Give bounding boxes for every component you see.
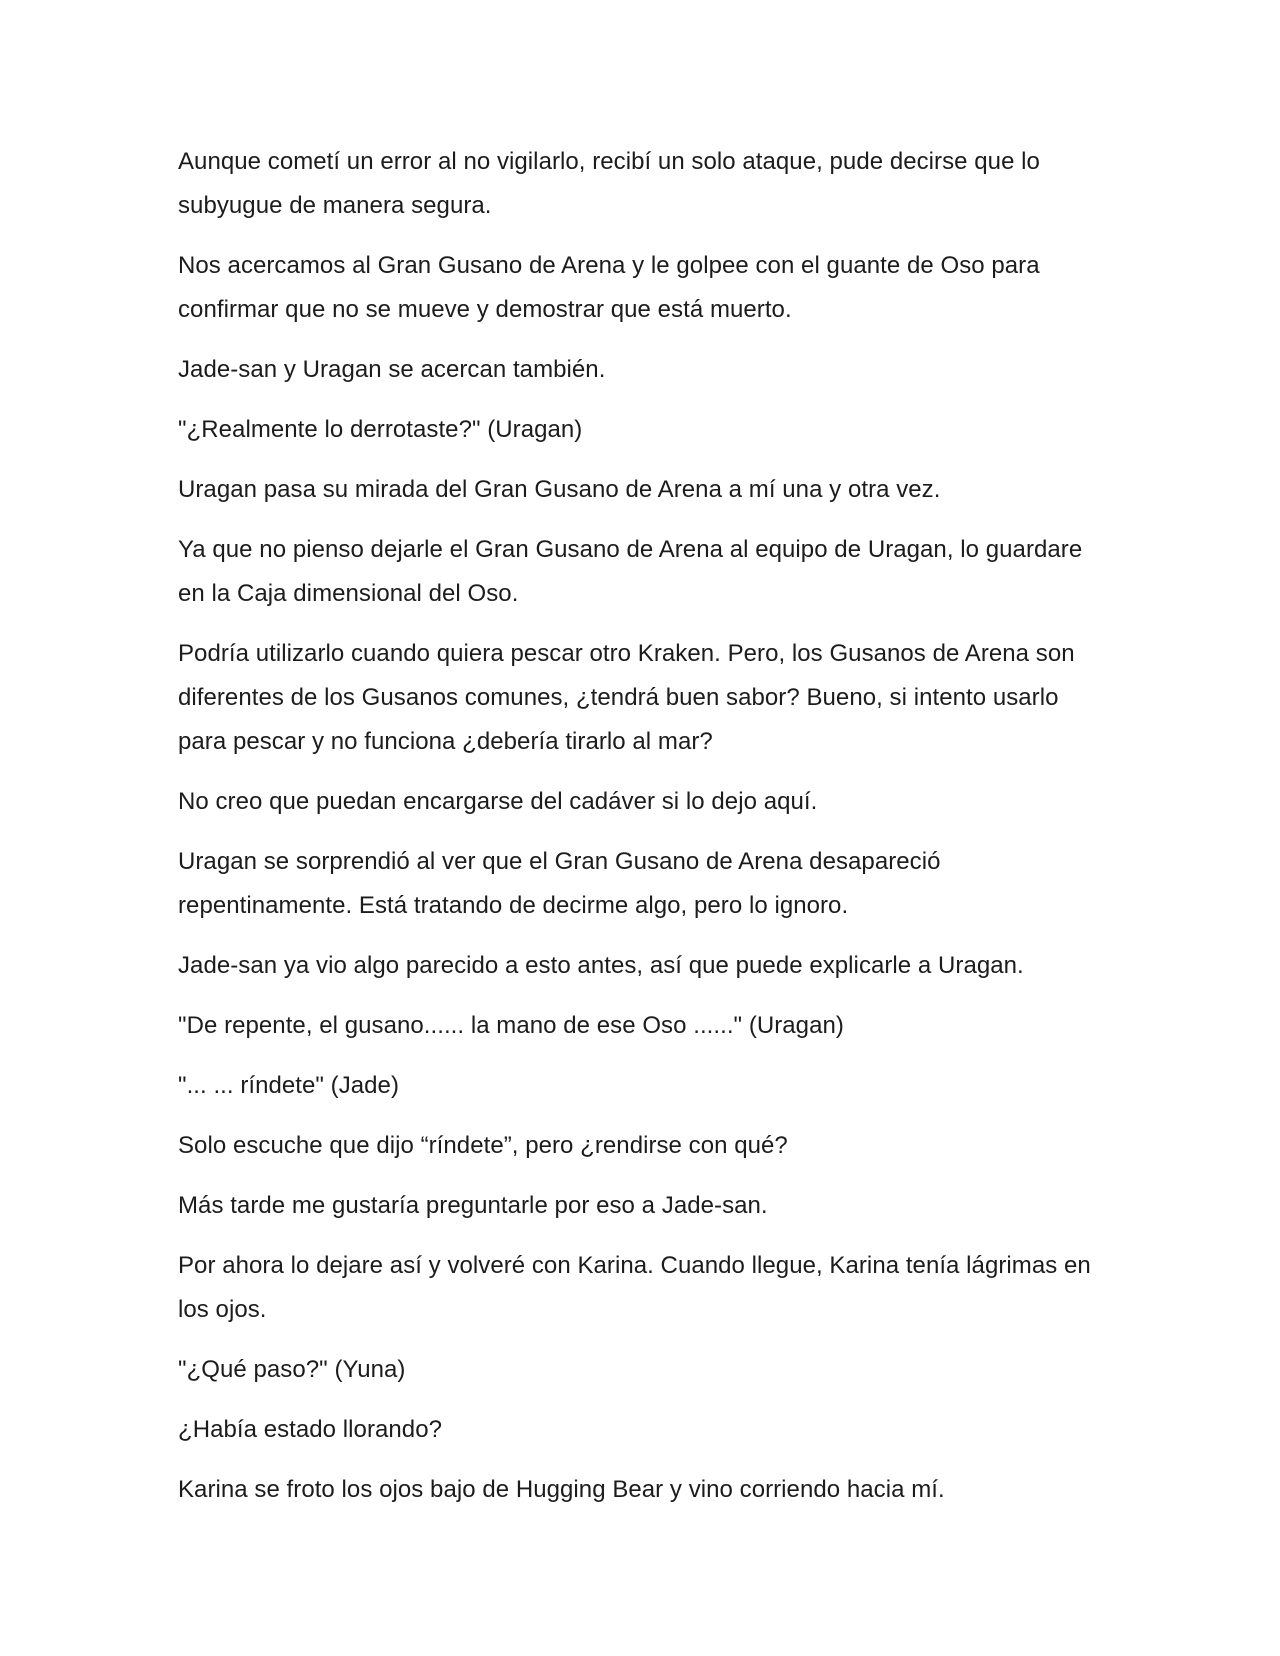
document-body (178, 140, 1108, 1528)
paragraph: Uragan pasa su mirada del Gran Gusano de Arena a mí una y otra vez. (178, 476, 941, 503)
paragraph: "De repente, el gusano...... la mano de ese Oso ......" (Uragan) (178, 1012, 844, 1039)
paragraph: Nos acercamos al Gran Gusano de Arena y le golpee con el guante de Oso para confirmar que no se mueve y demostrar que está muerto. (178, 252, 1040, 323)
paragraph: "¿Qué paso?" (Yuna) (178, 1356, 406, 1383)
paragraph: No creo que puedan encargarse del cadáver si lo dejo aquí. (178, 788, 818, 815)
paragraph: "... ... ríndete" (Jade) (178, 1072, 399, 1099)
paragraph: Por ahora lo dejare así y volveré con Karina. Cuando llegue, Karina tenía lágrimas en los ojos. (178, 1252, 1091, 1323)
paragraph: ¿Había estado llorando? (178, 1416, 442, 1443)
paragraph: Uragan se sorprendió al ver que el Gran Gusano de Arena desapareció repentinamente. Está tratando de decirme algo, pero lo ignoro. (178, 848, 941, 919)
paragraph: Solo escuche que dijo “ríndete”, pero ¿rendirse con qué? (178, 1132, 788, 1159)
paragraph: "¿Realmente lo derrotaste?" (Uragan) (178, 416, 583, 443)
paragraph: Podría utilizarlo cuando quiera pescar otro Kraken. Pero, los Gusanos de Arena son diferentes de los Gusanos comunes, ¿tendrá buen sabor? Bueno, si intento usarlo para pescar y no funciona ¿debería tirarlo al mar? (178, 640, 1075, 755)
paragraph: Aunque cometí un error al no vigilarlo, recibí un solo ataque, pude decirse que lo subyugue de manera segura. (178, 148, 1040, 219)
paragraph: Karina se froto los ojos bajo de Hugging Bear y vino corriendo hacia mí. (178, 1476, 945, 1503)
paragraph: Ya que no pienso dejarle el Gran Gusano de Arena al equipo de Uragan, lo guardare en la Caja dimensional del Oso. (178, 536, 1083, 607)
paragraph: Jade-san ya vio algo parecido a esto antes, así que puede explicarle a Uragan. (178, 952, 1024, 979)
paragraph: Más tarde me gustaría preguntarle por eso a Jade-san. (178, 1192, 768, 1219)
paragraph: Jade-san y Uragan se acercan también. (178, 356, 606, 383)
